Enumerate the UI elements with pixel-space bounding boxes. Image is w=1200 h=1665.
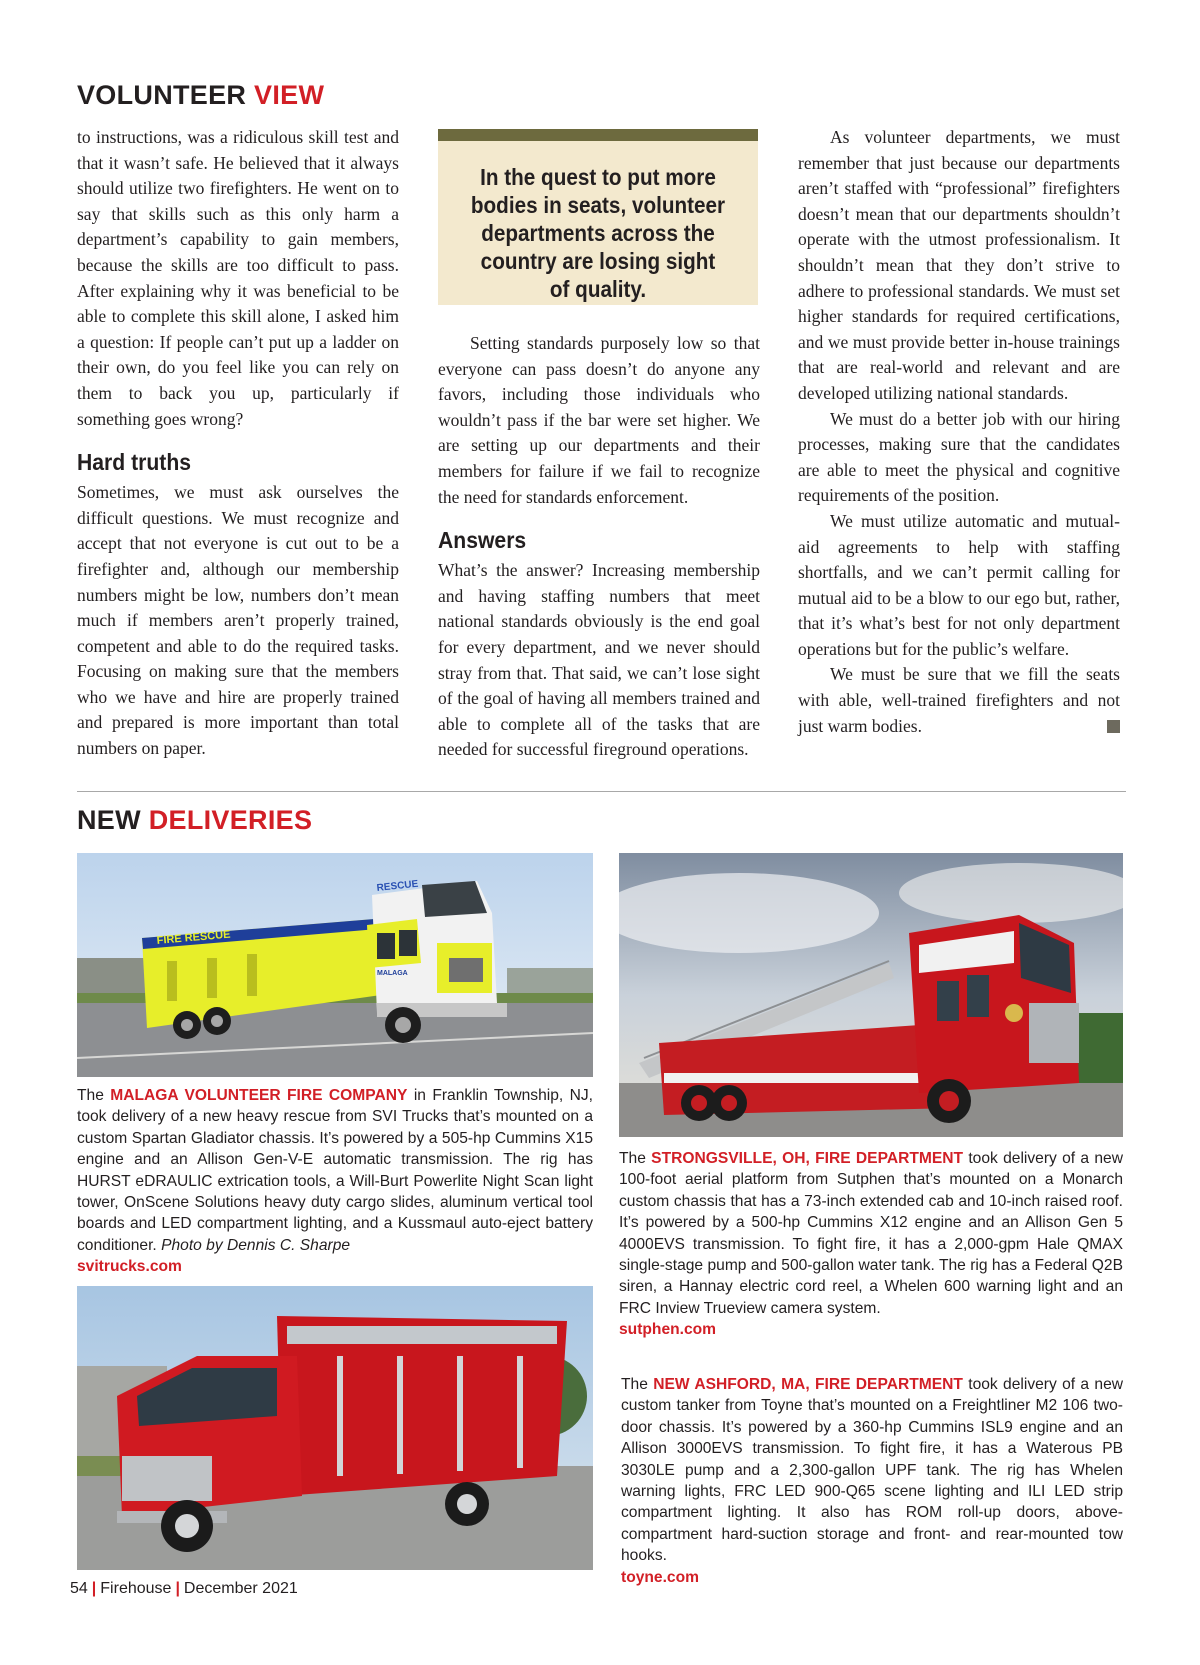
caption-body: took delivery of a new custom tanker from Toyne that’s mounted on a Freightliner M2 106 two-door chassis. It’s powered by a 360-hp Cummins ISL9 engine and an Allison 3000EVS transmission. To fight fire, it has a Waterous PB 3030LE pump and a 2,300-gallon UPF tank. The rig has Whelen warning lights, FRC LED 900-Q65 scene lighting and ILI LED strip compartment lighting. It also has ROM roll-up doors, above-compartment hard-suction storage and front- and rear-mounted tow hooks. [621, 1376, 1123, 1565]
caption-photo-credit: Photo by Dennis C. Sharpe [161, 1236, 351, 1254]
photo-new-ashford-tanker [77, 1286, 593, 1570]
photo-text-rescue: RESCUE [376, 878, 419, 894]
photo-strongsville-aerial-truck [619, 853, 1123, 1137]
issue-date: December 2021 [183, 1580, 298, 1597]
pull-quote-text: In the quest to put more bodies in seats, volunteer departments across the country are losing sight of quality. [470, 164, 726, 302]
paragraph: We must do a better job with our hiring processes, making sure that the candidates are able to meet the physical and cognitive requirements of the position. [798, 408, 1120, 506]
caption-url[interactable]: sutphen.com [619, 1321, 717, 1339]
page-footer [70, 1580, 298, 1598]
paragraph-text: We must be sure that we fill the seats with able, well-trained firefighters and not just warm bodies. [798, 664, 1120, 736]
caption-intro: The [621, 1376, 648, 1393]
caption-url[interactable]: svitrucks.com [77, 1258, 182, 1276]
subhead-hard-truths: Hard truths [77, 449, 192, 476]
pull-quote [438, 129, 758, 305]
section-title-new-deliveries [77, 805, 312, 836]
photo-malaga-rescue-truck [77, 853, 593, 1077]
paragraph-final [798, 662, 1120, 739]
caption-department-name: STRONGSVILLE, OH, FIRE DEPARTMENT [651, 1150, 964, 1167]
subhead-answers: Answers [438, 527, 527, 554]
caption-body: took delivery of a new 100-foot aerial platform from Sutphen that’s mounted on a Monarch custom chassis that has a 73-inch extended cab and 10-inch raised roof. It’s powered by a 500-hp Cummins X12 engine and an Allison Gen 5 4000EVS transmission. To fight fire, it has a 2,000-gpm Hale QMAX single-stage pump and 500-gallon water tank. The rig has a Federal Q2B siren, a Hannay electric cord reel, a Whelen 600 warning light and an FRC Inview Trueview camera system. [619, 1150, 1123, 1317]
article-column-3 [798, 125, 1120, 739]
paragraph: As volunteer departments, we must remember that just because our departments aren’t staffed with “professional” firefighters doesn’t mean that our departments shouldn’t operate with the utmost professionalism. It shouldn’t mean that they don’t strive to adhere to professional standards. We must set higher standards for required certifications, and we must provide better in-house trainings that are real-world and relevant and are developed utilizing national standards. [798, 127, 1120, 403]
article-column-2 [438, 331, 760, 763]
photo-text-fire-rescue: FIRE RESCUE [156, 928, 231, 947]
paragraph: Setting standards purposely low so that everyone can pass doesn’t do anyone any favors, including those individuals who wouldn’t pass if the bar were set higher. We are setting up our departments and their members for failure if we fail to recognize the need for standards enforcement. [438, 333, 760, 507]
end-mark-icon [1107, 720, 1120, 733]
caption-department-name: NEW ASHFORD, MA, FIRE DEPARTMENT [653, 1376, 963, 1393]
article-column-1 [77, 125, 399, 762]
photo-text-malaga: MALAGA [377, 970, 408, 977]
caption-malaga [77, 1085, 593, 1278]
footer-separator: | [175, 1580, 180, 1597]
caption-intro: The [77, 1087, 104, 1104]
caption-url[interactable]: toyne.com [621, 1568, 699, 1586]
section-title-red: VIEW [254, 80, 325, 110]
footer-separator: | [91, 1580, 97, 1597]
caption-strongsville [619, 1148, 1123, 1341]
caption-intro: The [619, 1150, 646, 1167]
paragraph: What’s the answer? Increasing membership and having staffing numbers that meet national standards obviously is the end goal for every department, and we never should stray from that. That said, we can’t lose sight of the goal of having all members trained and able to complete all of the tasks that are needed for successful fireground operations. [438, 560, 760, 760]
caption-department-name: MALAGA VOLUNTEER FIRE COMPANY [110, 1087, 408, 1104]
paragraph: We must utilize automatic and mutual-aid agreements to help with staffing shortfalls, and we can’t permit calling for mutual aid to be a blow to our ego but, rather, that it’s what’s best for not only department operations but for the public’s welfare. [798, 510, 1120, 659]
caption-new-ashford [621, 1374, 1123, 1588]
section-title-volunteer-view [77, 80, 324, 111]
section-title-red: DELIVERIES [148, 805, 313, 835]
section-title-black: NEW [77, 805, 141, 835]
magazine-name: Firehouse [100, 1580, 172, 1597]
section-divider [77, 791, 1126, 792]
section-title-black: VOLUNTEER [77, 80, 247, 110]
page-number: 54 [70, 1580, 88, 1597]
paragraph: Sometimes, we must ask ourselves the difficult questions. We must recognize and accept that not everyone is cut out to be a firefighter and, although our membership numbers might be low, numbers don’t mean much if members aren’t properly trained, competent and able to do the required tasks. Focusing on making sure that the members who we have and hire are properly trained and prepared is more important than total numbers on paper. [77, 482, 399, 759]
paragraph: to instructions, was a ridiculous skill test and that it wasn’t safe. He believed that it always should utilize two firefighters. He went on to say that skills such as this only harm a department’s capability to gain members, because the skills are too difficult to pass. After explaining why it was beneficial to be able to complete this skill alone, I asked him a question: If people can’t put up a ladder on their own, do you feel like you can rely on them to back you up, particularly if something goes wrong? [77, 127, 399, 429]
caption-body: in Franklin Township, NJ, took delivery of a new heavy rescue from SVI Trucks that’s mounted on a custom Spartan Gladiator chassis. It’s powered by a 505-hp Cummins X15 engine and an Allison Gen-V-E automatic transmission. The rig has HURST eDRAULIC extrication tools, a Will-Burt Powerlite Night Scan light tower, OnScene Solutions heavy duty cargo slides, aluminum vertical tool boards and LED compartment lighting, and a Kussmaul auto-eject battery conditioner. [77, 1087, 593, 1254]
